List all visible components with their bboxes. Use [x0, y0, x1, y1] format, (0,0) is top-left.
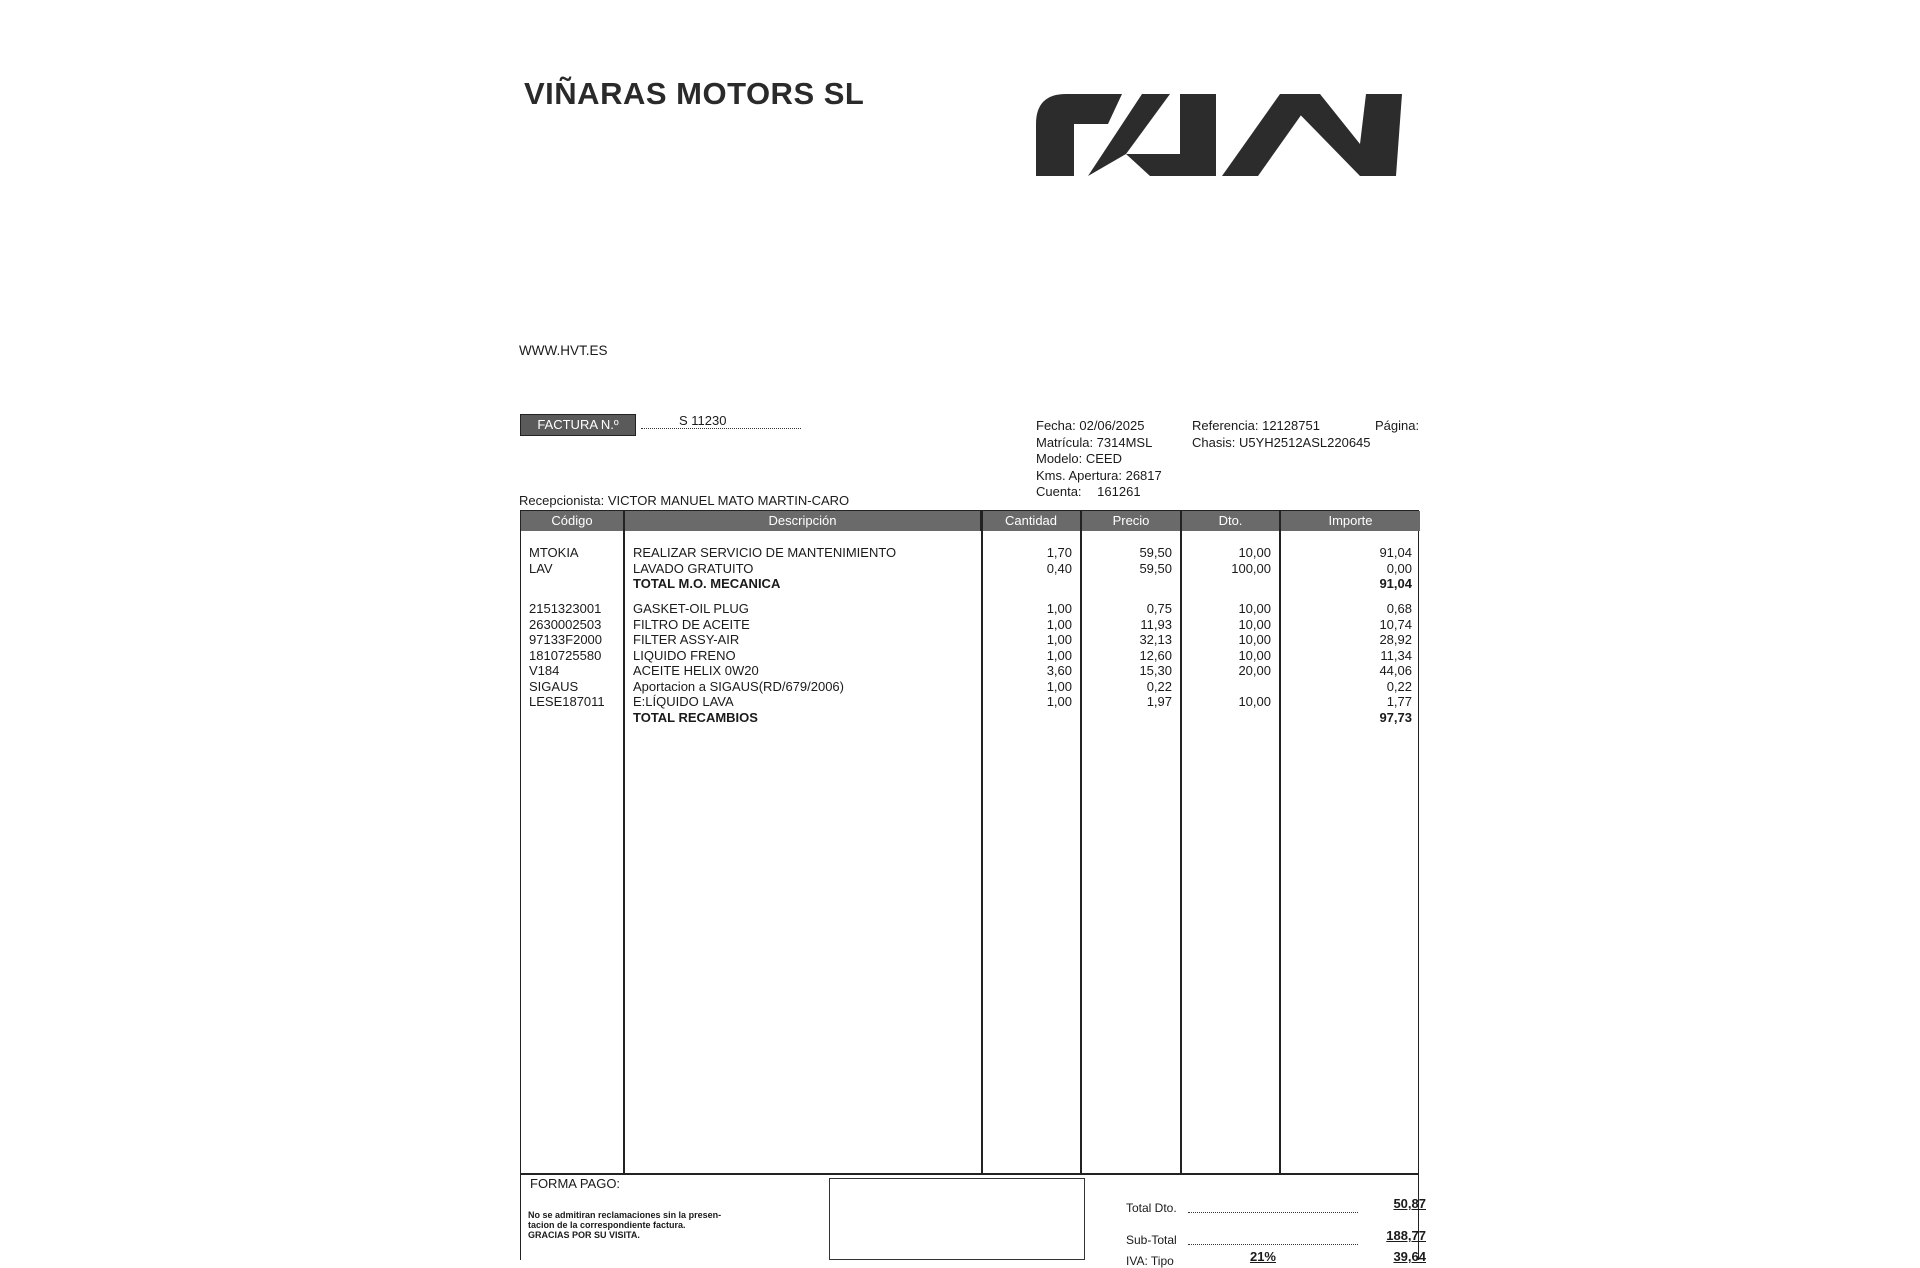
table-row [521, 617, 1418, 633]
cell-precio: 12,60 [1139, 647, 1172, 663]
cell-importe: 10,74 [1379, 616, 1412, 632]
notice-line: tacion de la correspondiente factura. [528, 1220, 686, 1230]
meta-chasis: Chasis: U5YH2512ASL220645 [1192, 434, 1371, 450]
header-descripcion: Descripción [625, 511, 982, 531]
cell-precio: 59,50 [1139, 545, 1172, 560]
cell-precio: 15,30 [1139, 663, 1172, 678]
total-dto-label: Total Dto. [1126, 1201, 1177, 1215]
forma-pago-label: FORMA PAGO: [530, 1176, 621, 1191]
cell-importe: 0,68 [1386, 601, 1412, 616]
cell-cant: 0,40 [1046, 560, 1072, 576]
meta-cuenta-label: Cuenta: [1036, 484, 1082, 499]
cell-precio: 1,97 [1146, 694, 1172, 709]
meta-modelo: Modelo: CEED [1036, 451, 1122, 466]
cell-desc: TOTAL M.O. MECANICA [633, 576, 781, 591]
cell-cant: 1,00 [1046, 632, 1072, 647]
table-row [521, 632, 1418, 648]
header-importe: Importe [1281, 511, 1420, 531]
cell-desc: E:LÍQUIDO LAVA [633, 694, 734, 709]
invoice-table [520, 510, 1419, 1174]
cell-precio: 0,75 [1146, 601, 1172, 616]
cell-importe: 97,73 [1379, 709, 1412, 725]
meta-cuenta [1036, 484, 1162, 501]
cell-codigo: V184 [529, 663, 560, 678]
cell-importe: 11,34 [1380, 647, 1412, 663]
cell-desc: FILTRO DE ACEITE [633, 616, 750, 632]
iva-rate: 21% [1249, 1249, 1276, 1264]
cell-desc: LIQUIDO FRENO [633, 647, 736, 663]
cell-dto: 20,00 [1238, 663, 1271, 678]
cell-precio: 59,50 [1139, 560, 1172, 576]
notice-text [528, 1210, 721, 1240]
cell-dto: 10,00 [1238, 694, 1271, 709]
header-precio: Precio [1082, 511, 1182, 531]
table-row [521, 694, 1418, 710]
notice-line: GRACIAS POR SU VISITA. [528, 1230, 640, 1240]
subtotal-label: Sub-Total [1126, 1233, 1177, 1247]
header-codigo: Código [521, 511, 625, 531]
recepcionista: Recepcionista: VICTOR MANUEL MATO MARTIN-CARO [519, 493, 850, 508]
cell-cant: 1,00 [1046, 647, 1072, 663]
table-row [521, 601, 1418, 617]
cell-precio: 0,22 [1146, 678, 1172, 694]
cell-dto: 10,00 [1238, 647, 1271, 663]
reference-meta [1192, 418, 1371, 451]
table-row [521, 663, 1418, 679]
cell-importe: 0,00 [1386, 560, 1412, 576]
cell-importe: 91,04 [1379, 576, 1412, 591]
meta-fecha: Fecha: 02/06/2025 [1036, 418, 1145, 433]
cell-dto: 10,00 [1238, 632, 1271, 647]
table-row [521, 545, 1418, 561]
subtotal-value: 188,77 [1386, 1228, 1426, 1243]
cell-cant: 1,70 [1046, 545, 1072, 560]
total-dto-value: 50,87 [1393, 1196, 1426, 1211]
cell-importe: 28,92 [1379, 632, 1412, 647]
website: WWW.HVT.ES [519, 343, 608, 358]
cell-desc: Aportacion a SIGAUS(RD/679/2006) [633, 678, 844, 694]
cell-cant: 1,00 [1046, 616, 1072, 632]
cell-codigo: 97133F2000 [529, 632, 603, 647]
table-row [521, 561, 1418, 577]
cell-cant: 1,00 [1046, 678, 1072, 694]
meta-cuenta-value: 161261 [1097, 484, 1141, 499]
cell-dto: 100,00 [1231, 560, 1271, 576]
cell-codigo: 1810725580 [529, 647, 602, 663]
cell-codigo: 2630002503 [529, 616, 602, 632]
header-dto: Dto. [1182, 511, 1281, 531]
notice-line: No se admitiran reclamaciones sin la presen- [528, 1210, 722, 1220]
meta-referencia: Referencia: 12128751 [1192, 418, 1320, 433]
header-cantidad: Cantidad [982, 511, 1082, 531]
cell-desc: LAVADO GRATUITO [633, 560, 754, 576]
cell-desc: TOTAL RECAMBIOS [633, 709, 758, 725]
cell-importe: 1,77 [1386, 694, 1412, 709]
dotted-leader [1188, 1212, 1358, 1213]
kia-logo [1030, 84, 1408, 176]
cell-dto: 10,00 [1238, 601, 1271, 616]
meta-matricula: Matrícula: 7314MSL [1036, 434, 1153, 450]
meta-pagina: Página: [1375, 418, 1420, 433]
dotted-leader [1188, 1244, 1358, 1245]
iva-label: IVA: Tipo [1126, 1254, 1174, 1268]
cell-codigo: 2151323001 [529, 601, 602, 616]
cell-cant: 1,00 [1046, 694, 1072, 709]
cell-dto: 10,00 [1238, 545, 1271, 560]
cell-importe: 91,04 [1379, 545, 1412, 560]
cell-codigo: SIGAUS [529, 678, 579, 694]
cell-precio: 32,13 [1139, 632, 1172, 647]
table-row [521, 576, 1418, 592]
table-row [521, 679, 1418, 695]
table-row [521, 710, 1418, 726]
company-name: VIÑARAS MOTORS SL [524, 76, 865, 111]
cell-cant: 1,00 [1046, 601, 1072, 616]
cell-desc: GASKET-OIL PLUG [633, 601, 749, 616]
iva-value: 39,64 [1393, 1249, 1426, 1264]
cell-desc: FILTER ASSY-AIR [633, 632, 740, 647]
cell-cant: 3,60 [1046, 663, 1072, 678]
vehicle-meta [1036, 418, 1162, 501]
cell-desc: REALIZAR SERVICIO DE MANTENIMIENTO [633, 545, 897, 560]
cell-importe: 44,06 [1379, 663, 1412, 678]
cell-desc: ACEITE HELIX 0W20 [633, 663, 759, 678]
stamp-box [829, 1178, 1085, 1260]
meta-kms: Kms. Apertura: 26817 [1036, 467, 1162, 483]
cell-dto: 10,00 [1238, 616, 1271, 632]
invoice-label: FACTURA N.º [520, 414, 636, 436]
invoice-number: S 11230 [641, 413, 801, 429]
cell-codigo: LAV [529, 560, 553, 576]
cell-codigo: MTOKIA [529, 545, 579, 560]
cell-codigo: LESE187011 [529, 694, 605, 709]
cell-precio: 11,93 [1140, 616, 1172, 632]
table-row [521, 648, 1418, 664]
cell-importe: 0,22 [1386, 678, 1412, 694]
